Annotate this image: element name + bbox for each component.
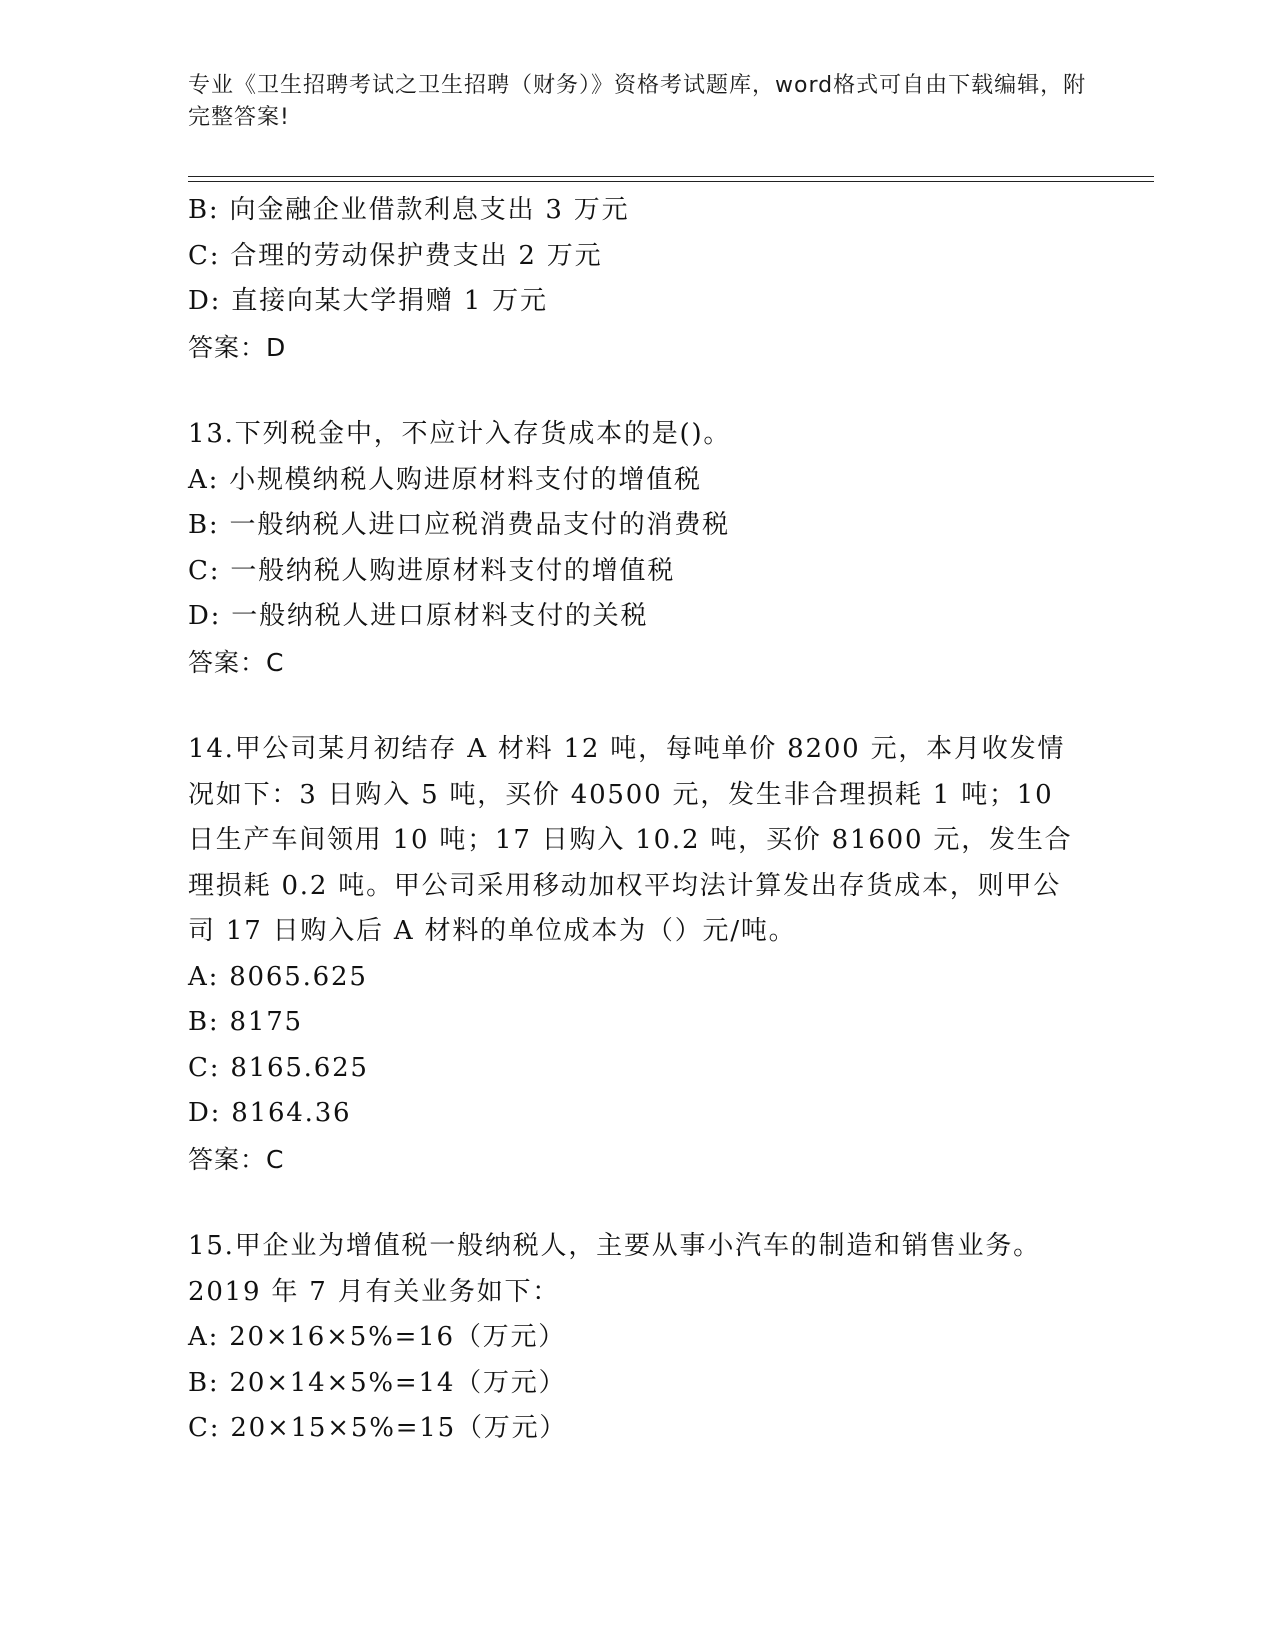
q13-option-b: B: 一般纳税人进口应税消费品支付的消费税 xyxy=(188,510,730,540)
q13-stem: 13.下列税金中，不应计入存货成本的是()。 xyxy=(188,419,732,449)
q14-option-d: D: 8164.36 xyxy=(188,1098,352,1128)
question-13 xyxy=(188,412,1078,685)
question-list xyxy=(188,188,1078,1452)
spacer xyxy=(188,1182,1078,1224)
q12-option-d: D: 直接向某大学捐赠 1 万元 xyxy=(188,286,548,316)
question-15 xyxy=(188,1224,1078,1452)
question-14 xyxy=(188,727,1078,1182)
q12-option-c: C: 合理的劳动保护费支出 2 万元 xyxy=(188,240,603,271)
q13-option-a: A: 小规模纳税人购进原材料支付的增值税 xyxy=(188,464,702,495)
spacer xyxy=(188,370,1078,412)
q15-option-c: C: 20×15×5%=15（万元） xyxy=(188,1413,568,1443)
question-12 xyxy=(188,188,1078,370)
spacer xyxy=(188,685,1078,727)
q14-answer: 答案：C xyxy=(188,1144,285,1174)
document-header: 专业《卫生招聘考试之卫生招聘（财务）》资格考试题库，word格式可自由下载编辑，附完整答案! xyxy=(188,73,1087,130)
q13-answer: 答案：C xyxy=(188,647,285,677)
q15-option-a: A: 20×16×5%=16（万元） xyxy=(188,1322,567,1352)
q15-option-b: B: 20×14×5%=14（万元） xyxy=(188,1367,567,1398)
q14-stem: 14.甲公司某月初结存 A 材料 12 吨，每吨单价 8200 元，本月收发情况如下：3 日购入 5 吨，买价 40500 元，发生非合理损耗 1 吨；10 日生产车间领用 10 吨；17 日购入 10.2 吨，买价 81600 元，发生合理损耗 0.2 吨。甲公司采用移动加权平均法计算发出存货成本，则甲公司 17 日购入后 A 材料的单位成本为（）元/吨。 xyxy=(188,734,1073,946)
q14-option-c: C: 8165.625 xyxy=(188,1052,369,1083)
q12-option-b: B: 向金融企业借款利息支出 3 万元 xyxy=(188,195,630,225)
q15-stem: 15.甲企业为增值税一般纳税人，主要从事小汽车的制造和销售业务。2019 年 7 月有关业务如下： xyxy=(188,1231,1041,1307)
q13-option-c: C: 一般纳税人购进原材料支付的增值税 xyxy=(188,555,676,586)
header-divider-top xyxy=(188,176,1154,177)
q12-answer: 答案：D xyxy=(188,332,287,362)
q14-option-a: A: 8065.625 xyxy=(188,961,368,992)
q14-option-b: B: 8175 xyxy=(188,1007,303,1037)
q13-option-d: D: 一般纳税人进口原材料支付的关税 xyxy=(188,601,649,631)
header-divider-bottom xyxy=(188,181,1154,182)
